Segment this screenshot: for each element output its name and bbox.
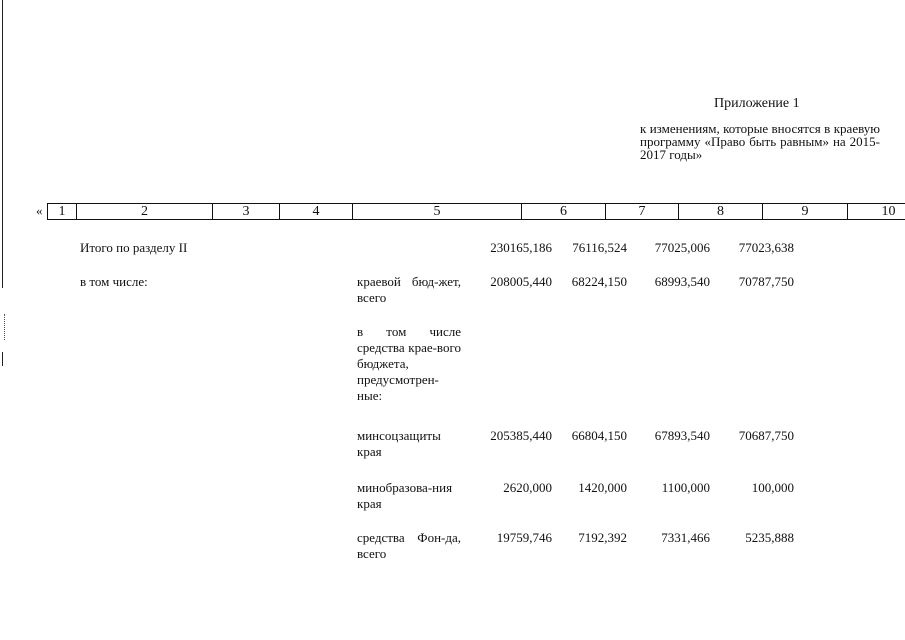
value-col9: 100,000 bbox=[751, 480, 794, 495]
header-cell-3: 3 bbox=[213, 204, 280, 219]
table-header-row bbox=[47, 203, 905, 220]
margin-rule bbox=[2, 0, 3, 288]
value-col8: 67893,540 bbox=[654, 428, 710, 443]
value-col7: 7192,392 bbox=[578, 530, 627, 545]
opening-quote: « bbox=[36, 203, 43, 218]
value-col6: 2620,000 bbox=[503, 480, 552, 495]
value-col9: 70687,750 bbox=[738, 428, 794, 443]
header-cell-4: 4 bbox=[280, 204, 353, 219]
value-col8: 68993,540 bbox=[654, 274, 710, 289]
value-col6: 205385,440 bbox=[490, 428, 552, 443]
value-col9: 5235,888 bbox=[745, 530, 794, 545]
value-col6: 230165,186 bbox=[490, 240, 552, 255]
header-cell-5: 5 bbox=[353, 204, 522, 219]
value-col8: 77025,006 bbox=[654, 240, 710, 255]
row-label: Итого по разделу II bbox=[80, 240, 188, 255]
value-col6: 208005,440 bbox=[490, 274, 552, 289]
value-col6: 19759,746 bbox=[496, 530, 552, 545]
value-col7: 68224,150 bbox=[571, 274, 627, 289]
value-col9: 77023,638 bbox=[738, 240, 794, 255]
row-label: в том числе: bbox=[80, 274, 148, 289]
funding-source: средства Фон-да, всего bbox=[357, 530, 461, 561]
funding-source: в том числе средства крае-вого бюджета, предусмотрен-ные: bbox=[357, 324, 461, 403]
header-cell-6: 6 bbox=[522, 204, 606, 219]
appendix-text: к изменениям, которые вносятся в краевую программу «Право быть равным» на 2015-2017 годы» bbox=[640, 121, 880, 162]
value-col9: 70787,750 bbox=[738, 274, 794, 289]
margin-rule-lower bbox=[2, 352, 3, 366]
header-cell-7: 7 bbox=[606, 204, 679, 219]
value-col7: 66804,150 bbox=[571, 428, 627, 443]
header-cell-9: 9 bbox=[763, 204, 848, 219]
funding-source: минсоцзащиты края bbox=[357, 428, 441, 459]
value-col7: 1420,000 bbox=[578, 480, 627, 495]
header-cell-10: 10 bbox=[881, 204, 896, 219]
header-cell-2: 2 bbox=[77, 204, 213, 219]
funding-source: краевой бюд-жет, всего bbox=[357, 274, 461, 305]
margin-dots bbox=[4, 314, 6, 340]
header-cell-8: 8 bbox=[679, 204, 763, 219]
funding-source: минобразова-ния края bbox=[357, 480, 453, 511]
value-col8: 1100,000 bbox=[661, 480, 710, 495]
value-col7: 76116,524 bbox=[572, 240, 627, 255]
header-cell-1: 1 bbox=[48, 204, 77, 219]
value-col8: 7331,466 bbox=[661, 530, 710, 545]
appendix-title: Приложение 1 bbox=[714, 96, 800, 111]
